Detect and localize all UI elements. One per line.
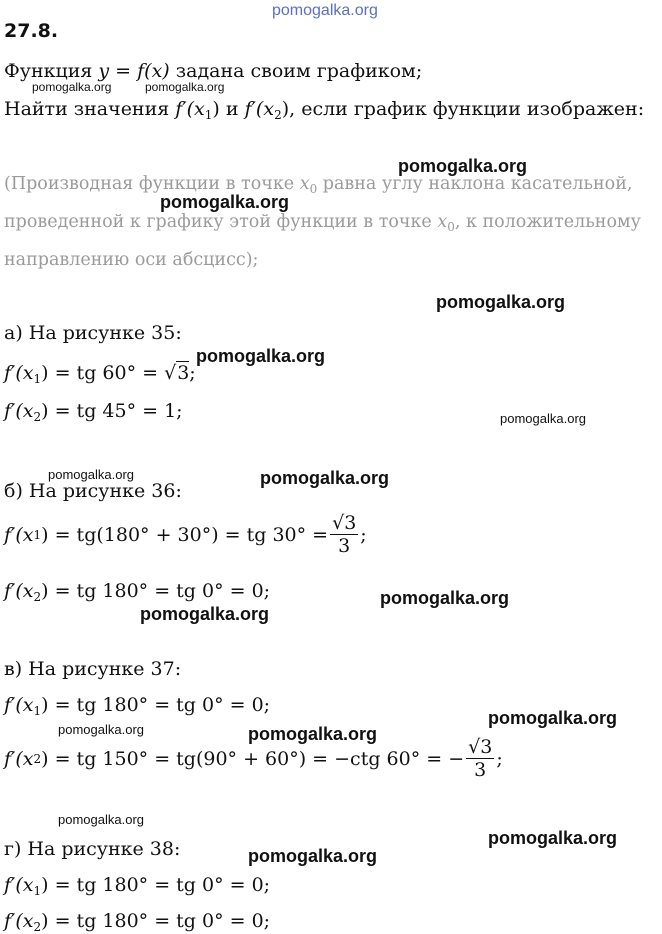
part-d-f1 [4, 874, 270, 896]
statement-text: Найти значения [4, 98, 176, 120]
fraction-numerator: √3 [468, 736, 493, 758]
subscript: 1 [33, 704, 42, 718]
subscript: 2 [33, 920, 42, 934]
fraction-denominator: 3 [474, 759, 487, 781]
paren: ) [41, 874, 49, 896]
derivative-label: f′(x [4, 523, 34, 546]
derivative-label: f′(x [4, 400, 34, 422]
subscript: 1 [33, 884, 42, 898]
paren: ) [41, 580, 49, 602]
formula-text: = tg(180° + 30°) = tg 30° = [54, 523, 329, 546]
formula-end: ; [496, 747, 503, 770]
watermark: pomogalka.org [436, 292, 566, 312]
part-b-f2 [4, 580, 270, 602]
paren: ) [41, 523, 49, 546]
part-b-f1: f′(x 1 ) = tg(180° + 30°) = tg 30° = $\frac{√3}{3}$ ; [4, 512, 367, 557]
watermark: pomogalka.org [398, 156, 528, 176]
watermark: pomogalka.org [32, 80, 112, 94]
statement-line-2 [4, 98, 644, 120]
fraction [330, 512, 358, 557]
hint-line-3: направлению оси абсцисс); [4, 250, 259, 270]
watermark: pomogalka.org [48, 467, 134, 482]
paren: ) [41, 747, 49, 770]
formula-text: = tg 150° = tg(90° + 60°) = −ctg 60° = − [54, 747, 465, 770]
statement-text: Функция [4, 60, 99, 82]
watermark: pomogalka.org [140, 604, 270, 624]
watermark: pomogalka.org [58, 722, 144, 737]
hint-text: (Производная функции в точке [4, 174, 300, 194]
subscript: 2 [33, 590, 42, 604]
derivative-x1: f′(x [175, 98, 205, 120]
formula-text: = tg 45° = 1; [54, 400, 183, 422]
problem-number: 27.8. [4, 20, 59, 42]
fraction-numerator: √3 [332, 512, 357, 534]
subscript: 1 [204, 108, 213, 122]
subscript: 2 [33, 410, 42, 424]
derivative-label: f′(x [4, 362, 34, 384]
part-c-heading: в) На рисунке 37: [4, 658, 182, 680]
subscript: 0 [447, 220, 455, 234]
part-d-f2 [4, 910, 270, 932]
watermark: pomogalka.org [488, 708, 618, 728]
statement-line-1 [4, 60, 422, 82]
formula-text: = tg 180° = tg 0° = 0; [54, 874, 271, 896]
subscript: 2 [274, 108, 282, 122]
hint-line-2 [4, 212, 641, 232]
derivative-label: f′(x [4, 747, 34, 770]
part-a-f2 [4, 400, 183, 422]
part-a-heading: а) На рисунке 35: [4, 322, 182, 344]
derivative-x2: f′(x [244, 98, 275, 120]
statement-text: ), если график функции изображен: [281, 98, 645, 120]
paren: ) [41, 362, 49, 384]
watermark: pomogalka.org [488, 828, 618, 848]
watermark: pomogalka.org [260, 468, 390, 488]
watermark-top: pomogalka.org [272, 2, 378, 19]
hint-var: x [437, 212, 448, 232]
watermark: pomogalka.org [500, 411, 586, 426]
subscript: 1 [33, 372, 42, 386]
formula-end: ; [189, 362, 196, 384]
hint-text: , к положительному [454, 212, 641, 232]
fraction [466, 736, 494, 781]
part-a-f1 [4, 362, 196, 384]
part-c-f1 [4, 694, 270, 716]
formula-text: = tg 60° = √ [54, 362, 177, 384]
part-d-heading: г) На рисунке 38: [4, 838, 181, 860]
paren: ) [41, 400, 49, 422]
derivative-label: f′(x [4, 580, 34, 602]
hint-text: равна углу наклона касательной, [317, 174, 633, 194]
watermark: pomogalka.org [248, 846, 378, 866]
watermark: pomogalka.org [380, 588, 510, 608]
watermark: pomogalka.org [196, 346, 326, 366]
formula-text: = tg 180° = tg 0° = 0; [54, 694, 271, 716]
formula-text: = tg 180° = tg 0° = 0; [54, 910, 271, 932]
watermark: pomogalka.org [145, 80, 225, 94]
sqrt-radicand: 3 [177, 362, 190, 384]
derivative-label: f′(x [4, 694, 34, 716]
paren: ) [41, 694, 49, 716]
watermark: pomogalka.org [160, 192, 290, 212]
derivative-label: f′(x [4, 874, 34, 896]
part-c-f2: f′(x 2 ) = tg 150° = tg(90° + 60°) = −ctg 60° = − $\frac{√3}{3}$ ; [4, 736, 503, 781]
hint-line-1 [4, 174, 632, 194]
formula-end: ; [360, 523, 367, 546]
paren: ) [41, 910, 49, 932]
derivative-label: f′(x [4, 910, 34, 932]
statement-text: задана своим графиком; [169, 60, 423, 82]
part-b-heading: б) На рисунке 36: [4, 480, 182, 502]
hint-var: x [299, 174, 310, 194]
hint-text: проведенной к графику этой функции в точке [4, 212, 438, 232]
statement-text: ) и [212, 98, 245, 120]
watermark: pomogalka.org [58, 812, 144, 827]
watermark: pomogalka.org [248, 724, 378, 744]
fraction-denominator: 3 [338, 535, 351, 557]
subscript: 0 [309, 182, 318, 196]
formula-text: = tg 180° = tg 0° = 0; [54, 580, 271, 602]
function-formula: y = f(x) [98, 60, 170, 82]
